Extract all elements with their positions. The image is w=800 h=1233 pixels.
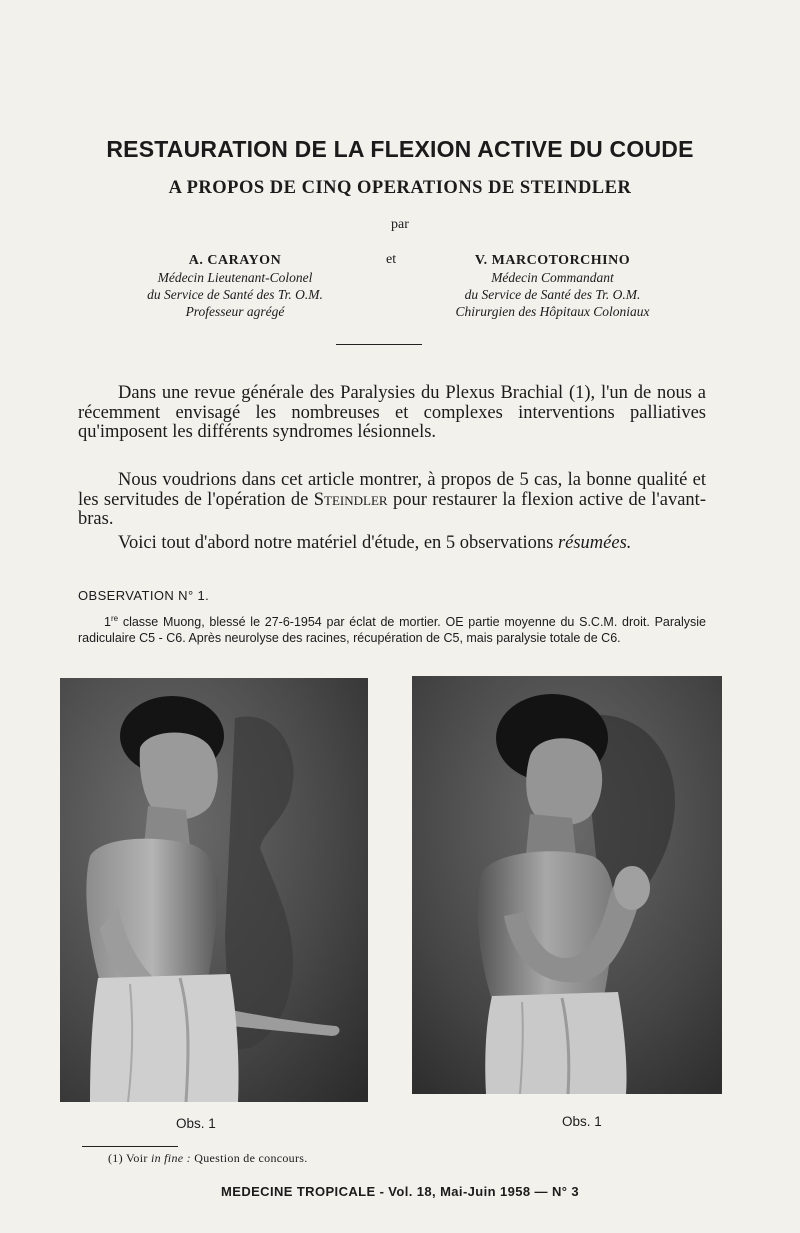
- author-service: du Service de Santé des Tr. O.M.: [147, 287, 323, 302]
- author-title: Chirurgien des Hôpitaux Coloniaux: [455, 304, 650, 319]
- author-conjunction: et: [386, 252, 397, 267]
- photo-caption: Obs. 1: [562, 1114, 602, 1129]
- journal-footer: MEDECINE TROPICALE - Vol. 18, Mai-Juin 1958 — N° 3: [221, 1184, 579, 1199]
- observation-text: [78, 611, 706, 646]
- footnote-italic: in fine :: [150, 1151, 191, 1165]
- paragraph-text: pour restaurer la flexion active de l'avant-bras.: [78, 489, 706, 529]
- author-service: du Service de Santé des Tr. O.M.: [464, 287, 641, 302]
- footnote-divider: [82, 1146, 178, 1147]
- purpose-paragraph: [78, 471, 706, 530]
- observation-body: classe Muong, blessé le 27-6-1954 par éclat de mortier. OE partie moyenne du S.C.M. droit. Paralysie radiculaire C5 - C6. Après neurolyse des racines, récupération de C5, mais paralysie totale de C6.: [78, 615, 706, 645]
- class-number: 1: [104, 615, 111, 630]
- article-title: RESTAURATION DE LA FLEXION ACTIVE DU COUDE: [106, 136, 694, 162]
- photo-caption: Obs. 1: [176, 1116, 216, 1131]
- author-name: A. CARAYON: [188, 253, 282, 268]
- class-superscript: re: [110, 614, 119, 623]
- article-subtitle: A PROPOS DE CINQ OPERATIONS DE STEINDLER: [168, 178, 632, 198]
- byline-par: par: [391, 217, 409, 232]
- patient-photo-elbow-flexed: [412, 676, 722, 1094]
- author-rank: Médecin Lieutenant-Colonel: [157, 270, 313, 285]
- emphasis-text: résumées.: [557, 533, 632, 553]
- patient-photo-arm-extended: [60, 678, 368, 1102]
- footnote: [108, 1151, 308, 1166]
- paragraph-text: Nous voudrions dans cet article montrer, à propos de 5 cas, la bonne qualité et les servitudes de l'opération de: [78, 470, 706, 510]
- author-name: V. MARCOTORCHINO: [474, 253, 631, 268]
- author-block-marcotorchino: [410, 252, 695, 320]
- material-paragraph: [78, 534, 706, 554]
- title-divider: [336, 344, 422, 345]
- surgeon-name: Steindler: [313, 489, 388, 510]
- intro-paragraph: Dans une revue générale des Paralysies du Plexus Brachial (1), l'un de nous a récemment envisagé les nombreuses et complexes interventions palliatives qu'imposent les différents syndromes lésionnels.: [78, 383, 706, 442]
- author-rank: Médecin Commandant: [491, 270, 614, 285]
- footnote-text: (1) Voir: [108, 1151, 151, 1165]
- author-block-carayon: [100, 252, 370, 320]
- author-title: Professeur agrégé: [185, 304, 285, 319]
- footnote-text: Question de concours.: [190, 1151, 308, 1165]
- paragraph-text: Voici tout d'abord notre matériel d'étude, en 5 observations: [118, 533, 558, 553]
- observation-heading: OBSERVATION N° 1.: [78, 588, 210, 603]
